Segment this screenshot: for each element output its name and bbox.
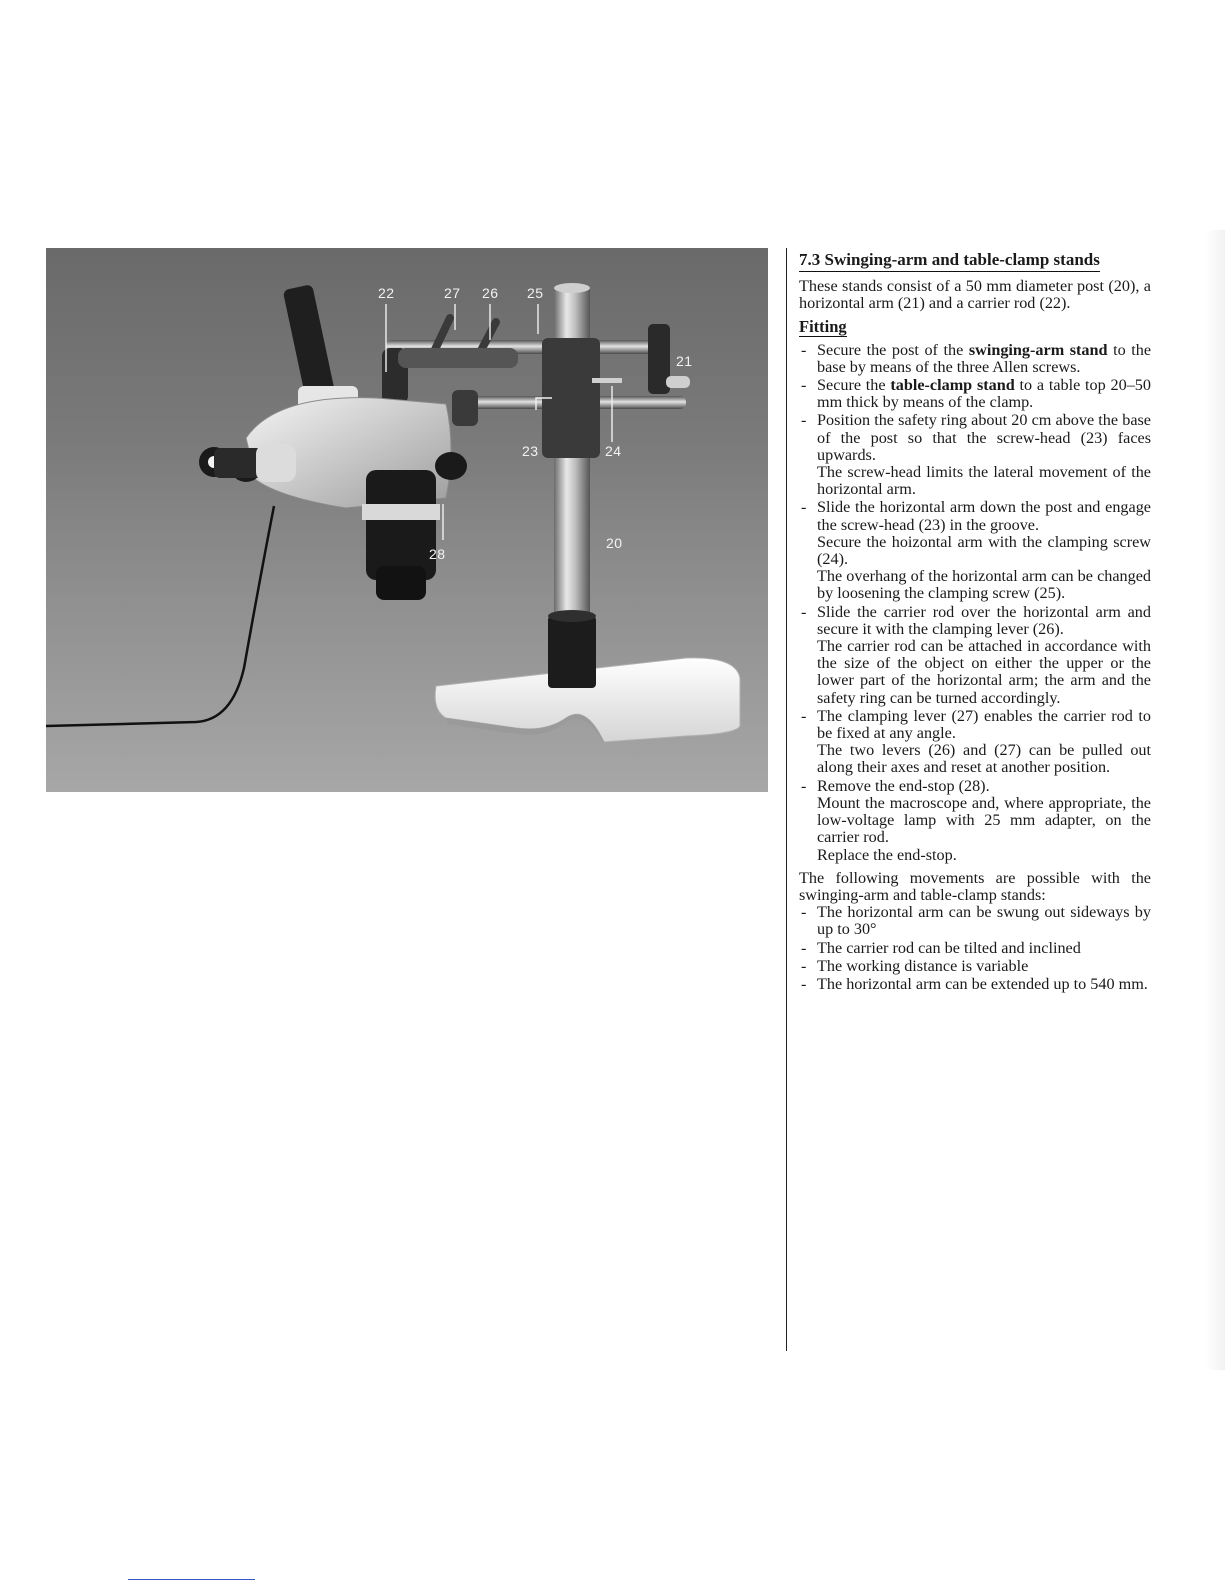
section-intro: These stands consist of a 50 mm diameter post (20), a horizontal arm (21) and a carrier rod (22). [799,277,1151,313]
movements-list [799,904,1151,993]
macroscope [199,284,467,600]
movements-intro: The following movements are possible with the swinging-arm and table-clamp stands: [799,868,1151,904]
section-title: 7.3 Swinging-arm and table-clamp stands [799,250,1100,272]
stand-illustration [46,248,768,792]
power-cable [46,506,274,726]
list-item: - Slide the carrier rod over the horizontal arm and secure it with the clamping lever (26). The carrier rod can be attached in accordance with the size of the object on either the upper or the lower part of the horizontal arm; the arm and the safety ring can be turned accordingly. [799,604,1151,707]
list-item: - Remove the end-stop (28). Mount the macroscope and, where appropriate, the low-voltage lamp with 25 mm adapter, on the carrier rod. Replace the end-stop. [799,778,1151,864]
instructions-column [799,250,1151,994]
callout-27: 27 [444,285,461,301]
list-item: - The horizontal arm can be extended up to 540 mm. [799,976,1151,993]
stand-photo [46,248,768,792]
callout-23: 23 [522,443,539,459]
list-item: - Slide the horizontal arm down the post and engage the screw-head (23) in the groove. Secure the hoizontal arm with the clamping screw (24). The overhang of the horizontal arm can be changed by loosening the clamping screw (25). [799,499,1151,602]
list-item: - Secure the post of the swinging-arm stand to the base by means of the three Allen screws. [799,342,1151,376]
carrier-rod [382,318,518,404]
callout-28: 28 [429,546,446,562]
callout-20: 20 [606,535,623,551]
list-item: - The horizontal arm can be swung out sideways by up to 30° [799,904,1151,938]
list-item: - The working distance is variable [799,958,1151,975]
fitting-heading: Fitting [799,317,847,337]
list-item: - The clamping lever (27) enables the carrier rod to be fixed at any angle. The two levers (26) and (27) can be pulled out along their axes and reset at another position. [799,708,1151,777]
page-edge-shadow [1205,230,1225,1370]
list-item: - Secure the table-clamp stand to a table top 20–50 mm thick by means of the clamp. [799,377,1151,411]
callout-21: 21 [676,353,693,369]
callout-24: 24 [605,443,622,459]
footer-rule [128,1579,255,1580]
callout-26: 26 [482,285,499,301]
callout-25: 25 [527,285,544,301]
fitting-steps [799,342,1151,864]
list-item: - Position the safety ring about 20 cm above the base of the post so that the screw-head (23) faces upwards. The screw-head limits the lateral movement of the horizontal arm. [799,412,1151,498]
column-divider [786,248,787,1351]
list-item: - The carrier rod can be tilted and inclined [799,940,1151,957]
callout-22: 22 [378,285,395,301]
